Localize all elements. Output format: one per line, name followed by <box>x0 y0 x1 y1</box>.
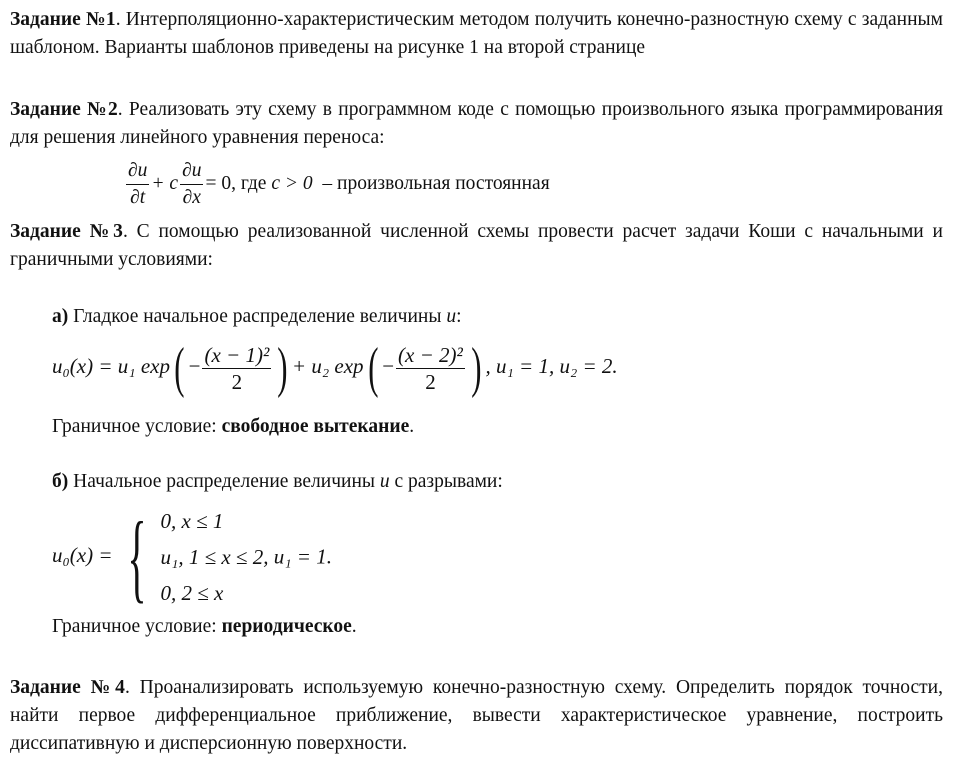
equation-condition: c > 0 <box>271 172 313 194</box>
equation-rhs: = 0 <box>205 172 232 194</box>
paren-close: ) <box>471 337 482 399</box>
formula-lhs: u₀(x) = <box>52 542 113 567</box>
case-b-label: б) <box>52 471 69 492</box>
boundary-label: Граничное условие: <box>52 616 222 637</box>
cases <box>161 503 264 611</box>
case-b-text2: с разрывами: <box>389 471 503 492</box>
minus-sign: − <box>188 353 201 378</box>
task-3-text: . С помощью реализованной численной схемы провести расчет задачи Коши с начальными и граничными условиями: <box>10 221 943 270</box>
task-4-text: . Проанализировать используемую конечно-разностную схему. Определить порядок точности, найти первое дифференциальное приближение, вывести характеристическое уравнение, построить диссипативную и дисперсионную поверхности. <box>10 677 943 754</box>
fraction-denominator: ∂x <box>182 187 201 208</box>
fraction-denominator: ∂t <box>130 187 146 208</box>
case-b-text: Начальное распределение величины <box>68 471 380 492</box>
task-3-label: Задание №3 <box>10 221 123 242</box>
boundary-value: периодическое <box>221 616 352 637</box>
boundary-label: Граничное условие: <box>52 416 222 437</box>
boundary-end: . <box>409 416 415 437</box>
task-4-label: Задание №4 <box>10 677 125 698</box>
minus-sign: − <box>382 353 395 378</box>
equation-plus: + c <box>151 172 179 194</box>
boundary-end: . <box>351 616 357 637</box>
case-b-heading <box>52 471 503 493</box>
case-row: 0, 2 ≤ x <box>160 581 224 605</box>
case-a-label: а) <box>52 306 69 327</box>
task-1 <box>10 6 943 62</box>
case-b-boundary <box>52 616 357 638</box>
fraction-numerator: ∂u <box>126 158 149 185</box>
fraction-numerator: ∂u <box>180 158 203 185</box>
case-b-var: u <box>379 471 390 492</box>
task-3 <box>10 218 943 274</box>
case-row: 0, x ≤ 1 <box>160 509 224 533</box>
paren-open: ( <box>367 337 379 399</box>
formula-tail: , u₁ = 1, u₂ = 2. <box>485 353 618 378</box>
case-row: u₁, 1 ≤ x ≤ 2 <box>160 545 264 569</box>
discontinuous-initial-formula <box>52 503 332 611</box>
formula-mid: + u₂ exp <box>291 353 364 378</box>
fraction-numerator: (x − 1)² <box>204 342 270 367</box>
formula-tail: , u₁ = 1. <box>263 544 332 569</box>
boundary-value: свободное вытекание <box>221 416 410 437</box>
equation-description: – произвольная постоянная <box>322 172 550 194</box>
equation-where: , где <box>231 172 267 194</box>
formula-lhs: u₀(x) = u₁ exp <box>52 353 170 378</box>
case-a-colon: : <box>456 306 462 327</box>
case-a-var: u <box>446 306 457 327</box>
task-1-label: Задание №1 <box>10 9 116 30</box>
case-a-heading <box>52 306 462 328</box>
paren-open: ( <box>174 337 185 399</box>
transport-equation <box>124 158 550 211</box>
task-1-text: . Интерполяционно-характеристическим методом получить конечно-разностную схему с заданным шаблоном. Варианты шаблонов приведены на рисунке 1 на второй странице <box>10 9 943 58</box>
paren-close: ) <box>277 337 288 399</box>
task-4 <box>10 674 943 758</box>
fraction-denominator: 2 <box>425 369 436 394</box>
task-2 <box>10 96 943 152</box>
smooth-initial-formula <box>52 337 618 399</box>
task-2-label: Задание №2 <box>10 99 118 120</box>
fraction-numerator: (x − 2)² <box>398 342 463 367</box>
task-2-text: . Реализовать эту схему в программном коде с помощью произвольного языка программирования для решения линейного уравнения переноса: <box>10 99 943 148</box>
fraction-denominator: 2 <box>231 369 243 394</box>
case-a-text: Гладкое начальное распределение величины <box>68 306 447 327</box>
case-a-boundary <box>52 416 414 438</box>
brace-icon: { <box>126 501 147 612</box>
